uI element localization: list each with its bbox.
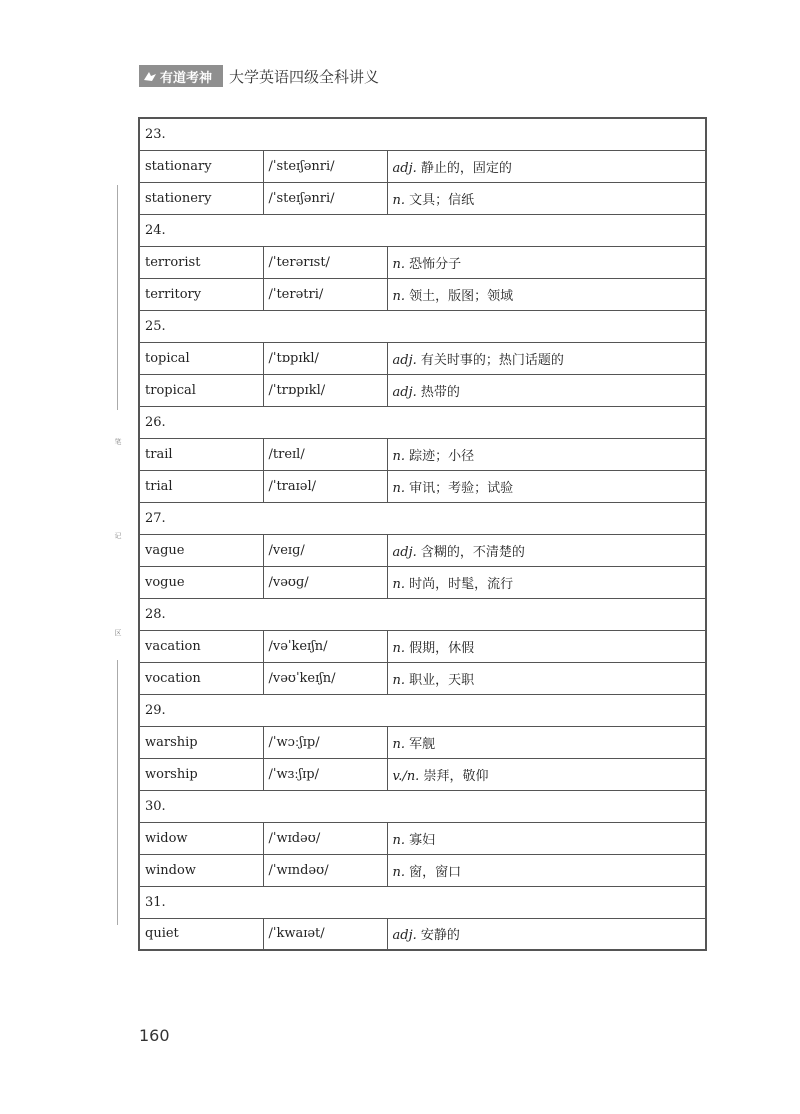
definition-cell: [387, 630, 706, 662]
part-of-speech: n.: [392, 672, 406, 688]
group-number: 31.: [139, 886, 706, 918]
word-cell: worship: [139, 758, 263, 790]
course-title: 大学英语四级全科讲义: [229, 67, 380, 86]
meaning: 寡妇: [409, 832, 436, 848]
ipa-cell: /vəˈkeɪʃn/: [263, 630, 387, 662]
vocab-table: [138, 117, 707, 951]
table-row: [139, 758, 706, 790]
meaning: 踪迹；小径: [409, 448, 475, 464]
definition-cell: [387, 182, 706, 214]
table-row: [139, 182, 706, 214]
ipa-cell: /ˈwɪdəʊ/: [263, 822, 387, 854]
word-cell: vacation: [139, 630, 263, 662]
part-of-speech: n.: [392, 192, 406, 208]
ipa-cell: /ˈsteɪʃənri/: [263, 182, 387, 214]
table-row: [139, 726, 706, 758]
part-of-speech: v./n.: [392, 768, 420, 784]
group-number: 26.: [139, 406, 706, 438]
table-row: [139, 534, 706, 566]
meaning: 有关时事的；热门话题的: [420, 352, 564, 368]
definition-cell: [387, 470, 706, 502]
group-number: 24.: [139, 214, 706, 246]
table-row: [139, 662, 706, 694]
part-of-speech: n.: [392, 288, 406, 304]
ipa-cell: /ˈtɒpɪkl/: [263, 342, 387, 374]
ipa-cell: /ˈwɔːʃɪp/: [263, 726, 387, 758]
table-row: [139, 246, 706, 278]
word-cell: window: [139, 854, 263, 886]
table-row: [139, 438, 706, 470]
table-row: [139, 822, 706, 854]
meaning: 窗，窗口: [409, 864, 462, 880]
vocab-table-body: [139, 118, 706, 950]
meaning: 领土，版图；领域: [409, 288, 514, 304]
word-cell: stationery: [139, 182, 263, 214]
brand-logo-icon: [143, 69, 157, 83]
definition-cell: [387, 566, 706, 598]
part-of-speech: n.: [392, 640, 406, 656]
word-cell: territory: [139, 278, 263, 310]
margin-rule-bottom: [117, 660, 118, 925]
word-cell: stationary: [139, 150, 263, 182]
group-number: 25.: [139, 310, 706, 342]
page-header: [139, 64, 379, 88]
ipa-cell: /ˈterətri/: [263, 278, 387, 310]
part-of-speech: adj.: [392, 544, 417, 560]
ipa-cell: /ˈtrɒpɪkl/: [263, 374, 387, 406]
meaning: 文具；信纸: [409, 192, 475, 208]
group-header-row: [139, 214, 706, 246]
meaning: 恐怖分子: [409, 256, 462, 272]
word-cell: trial: [139, 470, 263, 502]
definition-cell: [387, 342, 706, 374]
meaning: 热带的: [420, 384, 460, 400]
part-of-speech: adj.: [392, 160, 417, 176]
side-note-char: 区: [114, 629, 122, 637]
definition-cell: [387, 246, 706, 278]
part-of-speech: n.: [392, 448, 406, 464]
ipa-cell: /ˈterərɪst/: [263, 246, 387, 278]
ipa-cell: /ˈwɜːʃɪp/: [263, 758, 387, 790]
ipa-cell: /veɪɡ/: [263, 534, 387, 566]
ipa-cell: /ˈtraɪəl/: [263, 470, 387, 502]
brand-badge: [139, 65, 223, 87]
group-number: 28.: [139, 598, 706, 630]
meaning: 军舰: [409, 736, 436, 752]
margin-rule-top: [117, 185, 118, 410]
part-of-speech: n.: [392, 864, 406, 880]
word-cell: terrorist: [139, 246, 263, 278]
word-cell: quiet: [139, 918, 263, 950]
group-header-row: [139, 598, 706, 630]
table-row: [139, 342, 706, 374]
ipa-cell: /ˈkwaɪət/: [263, 918, 387, 950]
definition-cell: [387, 438, 706, 470]
meaning: 含糊的，不清楚的: [420, 544, 525, 560]
page-number: 160: [139, 1026, 170, 1045]
table-row: [139, 150, 706, 182]
brand-badge-text: 有道考神: [160, 70, 213, 86]
definition-cell: [387, 854, 706, 886]
word-cell: trail: [139, 438, 263, 470]
word-cell: vocation: [139, 662, 263, 694]
word-cell: tropical: [139, 374, 263, 406]
definition-cell: [387, 534, 706, 566]
word-cell: topical: [139, 342, 263, 374]
ipa-cell: /treɪl/: [263, 438, 387, 470]
ipa-cell: /vəʊɡ/: [263, 566, 387, 598]
meaning: 时尚，时髦，流行: [409, 576, 514, 592]
table-row: [139, 374, 706, 406]
part-of-speech: n.: [392, 256, 406, 272]
definition-cell: [387, 726, 706, 758]
definition-cell: [387, 822, 706, 854]
part-of-speech: adj.: [392, 928, 417, 944]
table-row: [139, 278, 706, 310]
meaning: 安静的: [420, 928, 460, 944]
word-cell: warship: [139, 726, 263, 758]
group-header-row: [139, 406, 706, 438]
part-of-speech: adj.: [392, 352, 417, 368]
definition-cell: [387, 918, 706, 950]
table-row: [139, 470, 706, 502]
group-header-row: [139, 502, 706, 534]
part-of-speech: n.: [392, 832, 406, 848]
meaning: 崇拜，敬仰: [423, 768, 489, 784]
part-of-speech: n.: [392, 736, 406, 752]
side-note-char: 记: [114, 532, 122, 540]
group-header-row: [139, 118, 706, 150]
ipa-cell: /vəʊˈkeɪʃn/: [263, 662, 387, 694]
group-number: 23.: [139, 118, 706, 150]
meaning: 静止的，固定的: [420, 160, 512, 176]
word-cell: vogue: [139, 566, 263, 598]
ipa-cell: /ˈsteɪʃənri/: [263, 150, 387, 182]
table-row: [139, 630, 706, 662]
side-note-char: 笔: [114, 438, 122, 446]
group-number: 30.: [139, 790, 706, 822]
group-header-row: [139, 886, 706, 918]
table-row: [139, 566, 706, 598]
part-of-speech: n.: [392, 480, 406, 496]
definition-cell: [387, 758, 706, 790]
definition-cell: [387, 278, 706, 310]
group-header-row: [139, 310, 706, 342]
meaning: 假期，休假: [409, 640, 475, 656]
part-of-speech: adj.: [392, 384, 417, 400]
word-cell: vague: [139, 534, 263, 566]
table-row: [139, 854, 706, 886]
group-number: 27.: [139, 502, 706, 534]
group-header-row: [139, 694, 706, 726]
ipa-cell: /ˈwɪndəʊ/: [263, 854, 387, 886]
word-cell: widow: [139, 822, 263, 854]
definition-cell: [387, 662, 706, 694]
definition-cell: [387, 374, 706, 406]
group-number: 29.: [139, 694, 706, 726]
meaning: 职业，天职: [409, 672, 475, 688]
definition-cell: [387, 150, 706, 182]
meaning: 审讯；考验；试验: [409, 480, 514, 496]
part-of-speech: n.: [392, 576, 406, 592]
table-row: [139, 918, 706, 950]
group-header-row: [139, 790, 706, 822]
